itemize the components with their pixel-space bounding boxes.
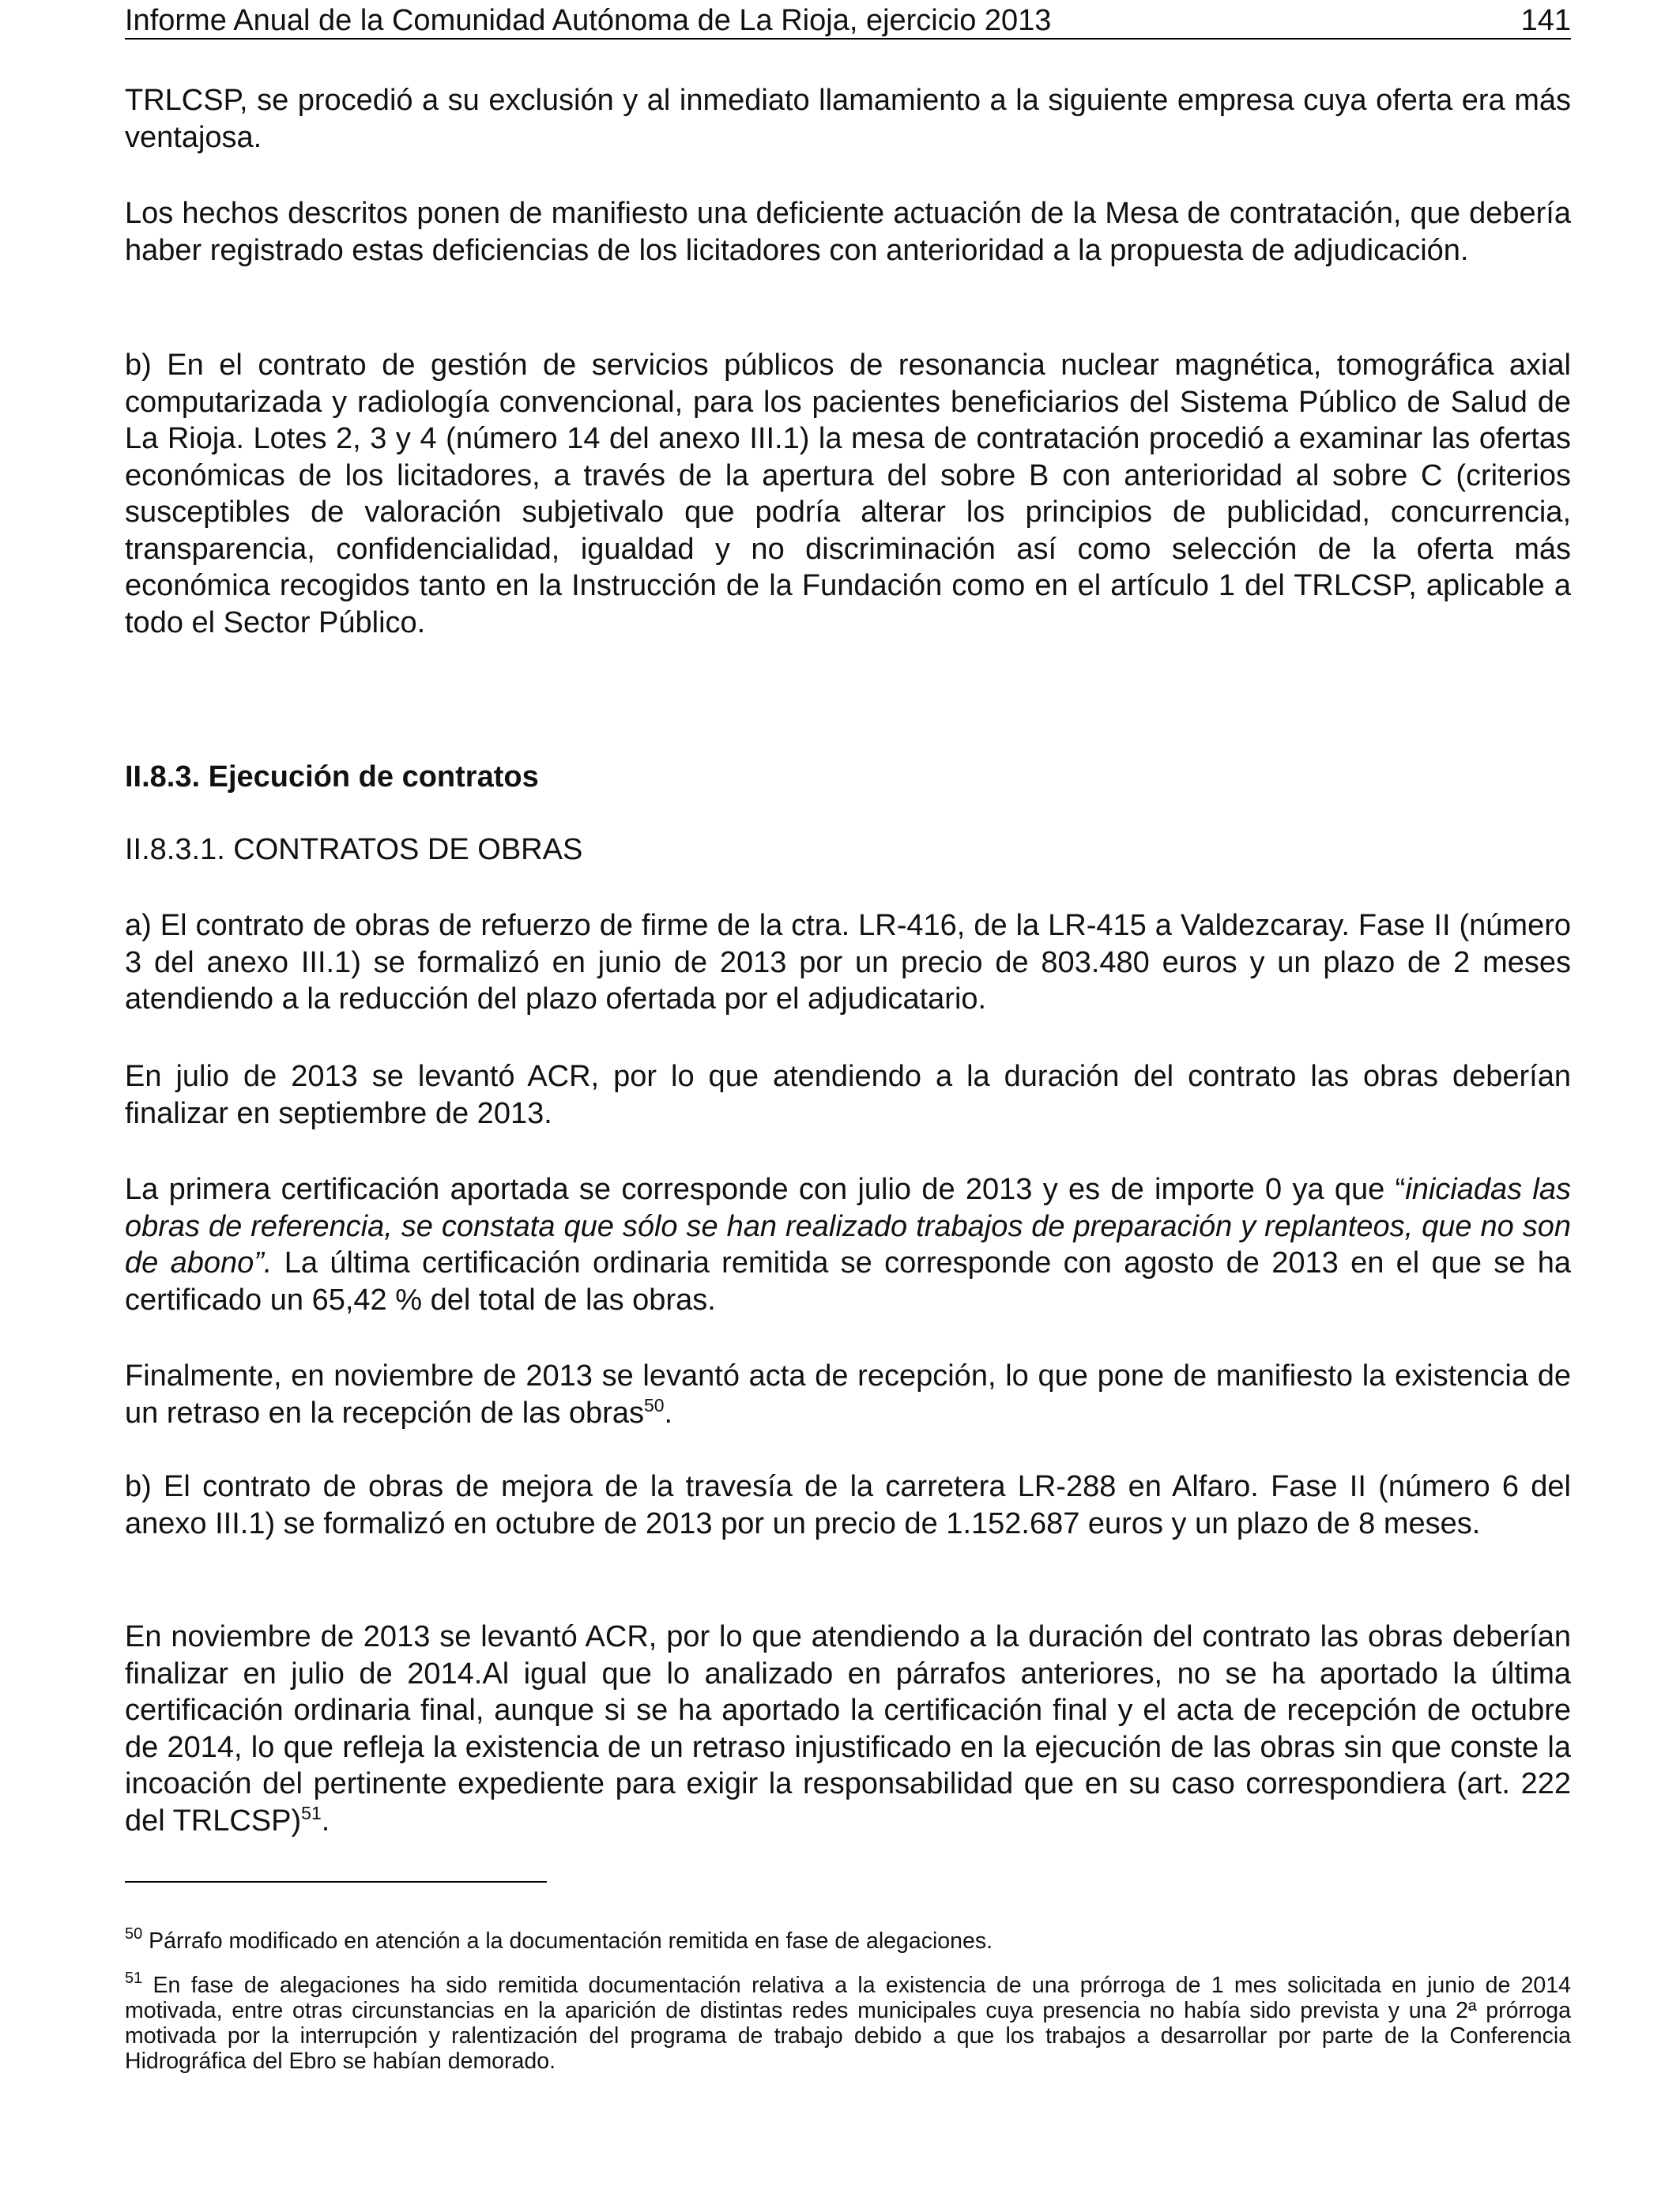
footnote-number: 50 [125,1925,143,1943]
paragraph-primera-certificacion [125,1171,1571,1318]
section-heading: II.8.3. Ejecución de contratos [125,760,539,794]
acta-text: Finalmente, en noviembre de 2013 se levantó acta de recepción, lo que pone de manifiesto la existencia de un retraso en la recepción de las obras [125,1359,1571,1430]
paragraph-exclusion: TRLCSP, se procedió a su exclusión y al inmediato llamamiento a la siguiente empresa cuya oferta era más ventajosa. [125,84,1571,154]
paragraph-acta-recepcion [125,1358,1571,1431]
subsection-heading: II.8.3.1. CONTRATOS DE OBRAS [125,833,583,866]
footnote-51 [125,1970,1571,2074]
page-header [125,3,1571,40]
paragraph-mesa-deficiencias: Los hechos descritos ponen de manifiesto una deficiente actuación de la Mesa de contratación, que debería haber registrado estas deficiencias de los licitadores con anterioridad a la propuesta de adjudicación. [125,197,1571,267]
paragraph-contrato-lr288: b) El contrato de obras de mejora de la travesía de la carretera LR-288 en Alfaro. Fase II (número 6 del anexo III.1) se formalizó en octubre de 2013 por un precio de 1.152.687 euros y un plazo de 8 meses. [125,1470,1571,1540]
certificacion-quote: iniciadas las obras de referencia, se constata que sólo se han realizado trabajos de preparación y replanteos, que no son de abono”. [125,1173,1572,1280]
paragraph-contrato-resonancia: b) En el contrato de gestión de servicios públicos de resonancia nuclear magnética, tomográfica axial computarizada y radiología convencional, para los pacientes beneficiarios del Sistema Público de Salud de La Rioja. Lotes 2, 3 y 4 (número 14 del anexo III.1) la mesa de contratación procedió a examinar las ofertas económicas de los licitadores, a través de la apertura del sobre B con anterioridad al sobre C (criterios susceptibles de valoración subjetivalo que podría alterar los principios de publicidad, concurrencia, transparencia, confidencialidad, igualdad y no discriminación así como selección de la oferta más económica recogidos tanto en la Instrucción de la Fundación como en el artículo 1 del TRLCSP, aplicable a todo el Sector Público. [125,349,1571,639]
footnote-text: En fase de alegaciones ha sido remitida documentación relativa a la existencia de una prórroga de 1 mes solicitada en junio de 2014 motivada, entre otras circunstancias en la aparición de distintas redes municipales cuya presencia no había sido prevista y una 2ª prórroga motivada por la interrupción y ralentización del programa de trabajo debido a que los trabajos a desarrollar por parte de la Conferencia Hidrográfica del Ebro se habían demorado. [125,1973,1571,2074]
footnote-ref-51[interactable]: 51 [301,1802,322,1823]
paragraph-acr-julio: En julio de 2013 se levantó ACR, por lo que atendiendo a la duración del contrato las obras deberían finalizar en septiembre de 2013. [125,1060,1571,1130]
footnote-separator [125,1881,547,1883]
footnote-50 [125,1925,1571,1954]
certificacion-text-end: La última certificación ordinaria remitida se corresponde con agosto de 2013 en el que se ha certificado un 65,42 % del total de las obras. [125,1246,1571,1317]
footnote-number: 51 [125,1970,143,1987]
certificacion-text-start: La primera certificación aportada se corresponde con julio de 2013 y es de importe 0 ya que “ [125,1173,1406,1206]
page-number: 141 [1520,4,1571,37]
paragraph-acr-noviembre [125,1619,1571,1839]
acr-noviembre-text-end: . [321,1804,330,1838]
footnote-text: Párrafo modificado en atención a la documentación remitida en fase de alegaciones. [142,1928,993,1954]
report-title: Informe Anual de la Comunidad Autónoma de La Rioja, ejercicio 2013 [125,4,1052,37]
footnote-ref-50[interactable]: 50 [643,1394,665,1416]
acr-noviembre-text: En noviembre de 2013 se levantó ACR, por lo que atendiendo a la duración del contrato las obras deberían finalizar en julio de 2014.Al igual que lo analizado en párrafos anteriores, no se ha aportado la última certificación ordinaria final, aunque si se ha aportado la certificación final y el acta de recepción de octubre de 2014, lo que refleja la existencia de un retraso injustificado en la ejecución de las obras sin que conste la incoación del pertinente expediente para exigir la responsabilidad que en su caso correspondiera (art. 222 del TRLCSP) [125,1620,1571,1838]
acta-text-end: . [664,1396,673,1430]
paragraph-contrato-lr416: a) El contrato de obras de refuerzo de firme de la ctra. LR-416, de la LR-415 a Valdezcaray. Fase II (número 3 del anexo III.1) se formalizó en junio de 2013 por un precio de 803.480 euros y un plazo de 2 meses atendiendo a la reducción del plazo ofertada por el adjudicatario. [125,909,1571,1016]
